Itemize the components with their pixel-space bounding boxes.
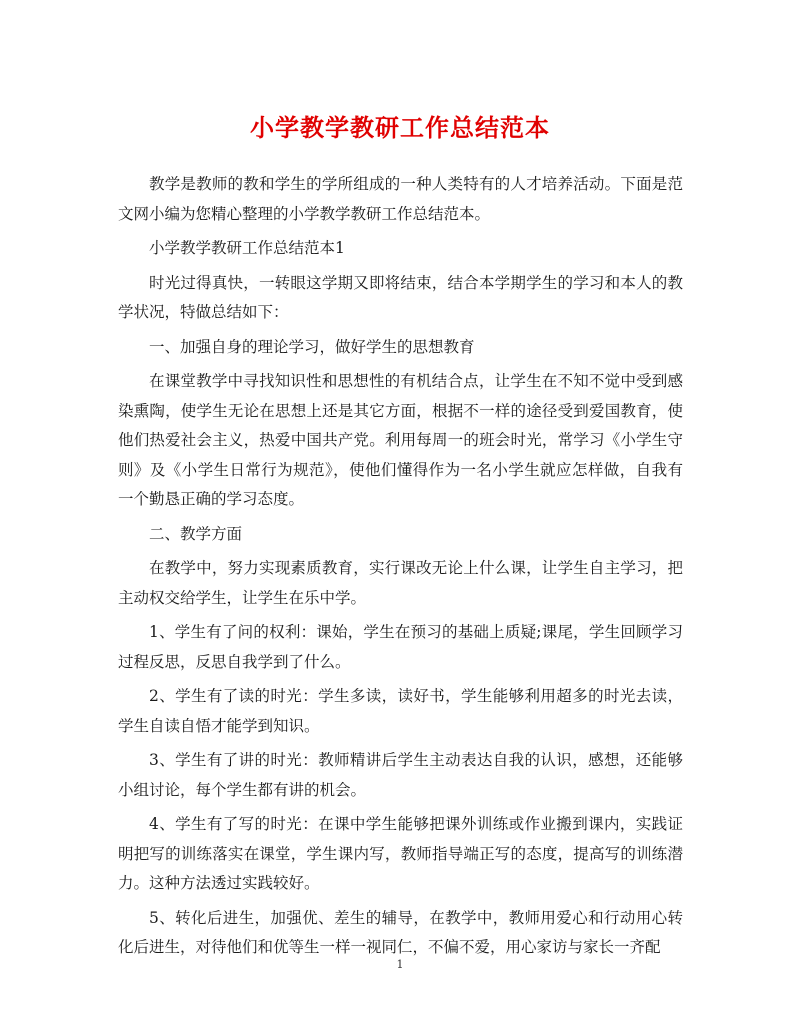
paragraph-section-1: 在课堂教学中寻找知识性和思想性的有机结合点，让学生在不知不觉中受到感染熏陶，使学生无论在思想上还是其它方面，根据不一样的途径受到爱国教育，使他们热爱社会主义，热爱中国共产党。利用每周一的班会时光，常学习《小学生守则》及《小学生日常行为规范》，使他们懂得作为一名小学生就应怎样做，自我有一个勤恳正确的学习态度。 <box>118 372 683 508</box>
list-item-4: 4、学生有了写的时光：在课中学生能够把课外训练或作业搬到课内，实践证明把写的训练落实在课堂，学生课内写，教师指导端正写的态度，提高写的训练潜力。这种方法透过实践较好。 <box>118 815 683 892</box>
section-heading-2: 二、教学方面 <box>149 524 243 543</box>
list-item-3: 3、学生有了讲的时光：教师精讲后学生主动表达自我的认识，感想，还能够小组讨论，每个学生都有讲的机会。 <box>118 751 683 799</box>
paragraph-subtitle: 小学教学教研工作总结范本1 <box>149 239 345 257</box>
paragraph-section-2: 在教学中，努力实现素质教育，实行课改无论上什么课，让学生自主学习，把主动权交给学生，让学生在乐中学。 <box>118 559 683 607</box>
list-item-5: 5、转化后进生，加强优、差生的辅导，在教学中，教师用爱心和行动用心转化后进生，对待他们和优等生一样一视同仁，不偏不爱，用心家访与家长一齐配 <box>118 908 683 956</box>
paragraph-opening: 时光过得真快，一转眼这学期又即将结束，结合本学期学生的学习和本人的教学状况，特做总结如下： <box>118 273 683 321</box>
section-heading-1: 一、加强自身的理论学习，做好学生的思想教育 <box>149 337 475 356</box>
page-number: 1 <box>396 958 404 971</box>
document-title: 小学教学教研工作总结范本 <box>250 113 550 142</box>
list-item-2: 2、学生有了读的时光：学生多读，读好书，学生能够利用超多的时光去读，学生自读自悟才能学到知识。 <box>118 687 683 735</box>
list-item-1: 1、学生有了问的权利：课始，学生在预习的基础上质疑;课尾，学生回顾学习过程反思，反思自我学到了什么。 <box>118 623 683 671</box>
paragraph-intro: 教学是教师的教和学生的学所组成的一种人类特有的人才培养活动。下面是范文网小编为您精心整理的小学教学教研工作总结范本。 <box>118 175 683 223</box>
document-body <box>118 170 683 968</box>
